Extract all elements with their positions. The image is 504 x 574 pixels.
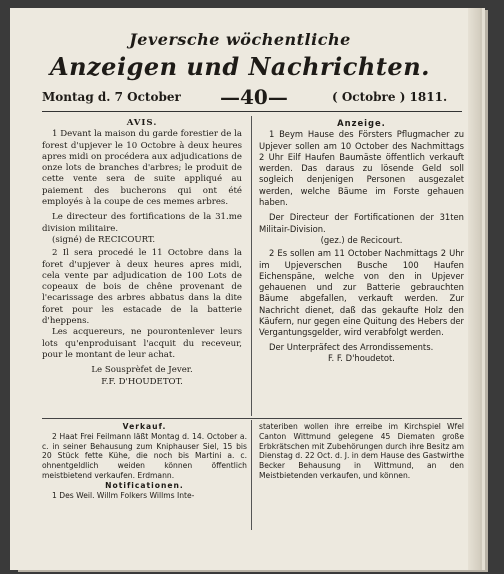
- notificationen-heading: Notificationen.: [105, 480, 184, 490]
- anzeige-signature-2b: F. F. D'houdetot.: [328, 352, 395, 363]
- avis-signature-2a: Le Sousprèfet de Jever.: [91, 365, 193, 376]
- avis-signature-2b: F.F. D'HOUDETOT.: [101, 376, 183, 387]
- issue-line: [42, 85, 462, 109]
- page-spine: [468, 8, 480, 570]
- avis-heading: AVIS.: [126, 118, 158, 128]
- header-rule: [42, 111, 462, 112]
- french-column: [42, 118, 242, 388]
- masthead-title: Anzeigen und Nachrichten.: [49, 52, 430, 81]
- anzeige-heading: Anzeige.: [337, 118, 386, 128]
- avis-signature-1a: Le directeur des fortifications de la 31.me division militaire.: [42, 212, 242, 234]
- bottom-column-divider: [251, 420, 252, 530]
- avis-signature-1b: (signé) de RECICOURT.: [52, 234, 156, 245]
- verkauf-paragraph: 2 Haat Frei Feilmann läßt Montag d. 14. October a. c. in seiner Behausung zum Kniphauser Siel, 15 bis 20 Stück fette Kühe, die noch bis Martini a. c. ohnentgeldlich weiden können öffentlich meistbietend verkaufen. Erdmann.: [42, 431, 247, 480]
- issue-day: Montag d. 7 October: [42, 90, 181, 104]
- issue-french-date: ( Octobre ) 1811.: [332, 90, 448, 104]
- anzeige-paragraph-2: 2 Es sollen am 11 October Nachmittags 2 Uhr im Upjeverschen Busche 100 Haufen Eichenspäne, welche von den in Upjever gehauenen und zur Batterie gebrauchten Bäume abgefallen, verkauft werden. Zur Nachricht dienet, daß das gekaufte Holz den Käufern, nur gegen eine Quitung des Hebers der Vergantungsgelder, wird verabfolgt werden.: [259, 248, 464, 338]
- anzeige-signature-1b: (gez.) de Recicourt.: [320, 234, 403, 245]
- notification-paragraph: 1 Des Weil. Willm Folkers Willms Inte-: [52, 490, 195, 500]
- german-column: [259, 118, 464, 364]
- anzeige-signature-1a: Der Directeur der Fortificationen der 31ten Militair-Division.: [259, 212, 464, 234]
- anzeige-signature-2a: Der Unterpräfect des Arrondissements.: [269, 341, 434, 352]
- avis-paragraph-1: 1 Devant la maison du garde forestier de la forest d'upjever le 10 Octobre à deux heures apres midi on procédera aux adjudications de onze lots de branches d'arbres; le produit de cette vente sera de suite appliqué au paiement des bucherons qui ont été employés à la coupe de ces memes arbres.: [42, 129, 242, 208]
- column-divider: [251, 116, 252, 416]
- anzeige-paragraph-1: 1 Beym Hause des Försters Pflugmacher zu Upjever sollen am 10 October des Nachmittags 2 Uhr Eilf Haufen Baumäste öffentlich verkauft werden. Das daraus zu lösende Geld soll sogleich denjenigen Personen ausgezalet werden, welche Bäume im Forste gehauen haben.: [259, 129, 464, 208]
- masthead-line-1: Jeversche wöchentliche: [129, 30, 351, 49]
- issue-number: —40—: [220, 85, 288, 109]
- notification-continued: [259, 422, 464, 481]
- avis-paragraph-3: Les acquereurs, ne pourontenlever leurs lots qu'enproduisant l'acquit du receveur, pour le montant de leur achat.: [42, 327, 242, 360]
- verkauf-section: [42, 422, 247, 500]
- verkauf-heading: Verkauf.: [122, 422, 167, 431]
- section-rule: [42, 418, 462, 419]
- notification-continued-paragraph: stateriben wollen ihre erreibe im Kirchspiel Wfel Canton Wittmund gelegene 45 Diematen große Erbkrätschen mit Zubehörungen durch ihre Besitz am Dienstag d. 22 Oct. d. J. in dem Hause des Gastwirthe Becker Behausung in Wittmund, an den Meistbietenden verkaufen, und können.: [259, 422, 464, 480]
- newspaper-page: [10, 8, 480, 570]
- avis-paragraph-2: 2 Il sera procedé le 11 Octobre dans la foret d'upjever à deux heures apres midi, cela vente par adjudication de 100 Lots de copeaux de bois de chêne provenant de l'ecarissage des arbres abbatus dans la dite foret pour les estacade de la batterie d'heppens.: [42, 248, 242, 327]
